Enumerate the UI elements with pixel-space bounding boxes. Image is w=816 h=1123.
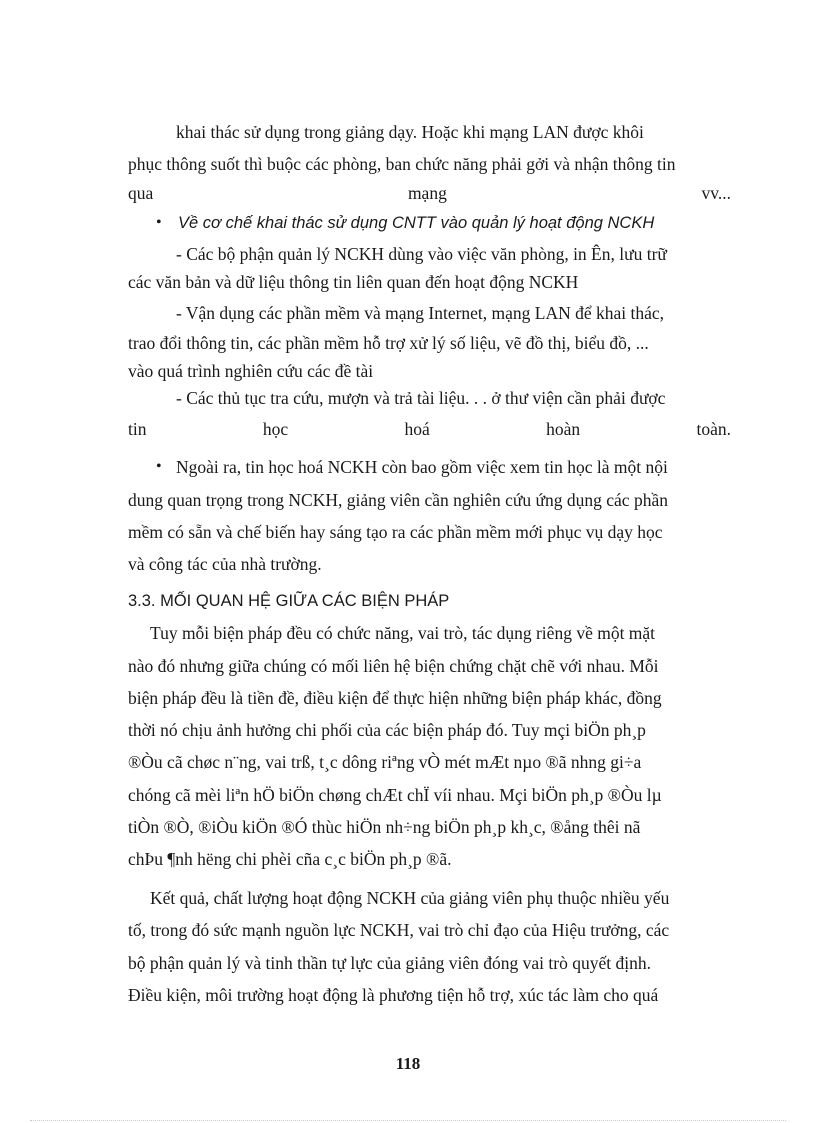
text-line: Điều kiện, môi trường hoạt động là phương tiện hỗ trợ, xúc tác làm cho quá <box>128 985 659 1005</box>
text-line: tiÒn ®Ò, ®iÒu kiÖn ®Ó thùc hiÖn nh÷ng biÖn ph¸p kh¸c, ®ång thêi nã <box>128 817 641 837</box>
text-line: Ngoài ra, tin học hoá NCKH còn bao gồm việc xem tin học là một nội <box>176 457 668 477</box>
text-line <box>128 418 731 440</box>
word: hoàn <box>546 419 581 439</box>
word: hoá <box>404 419 430 439</box>
bullet-icon: • <box>156 214 162 231</box>
word: toàn. <box>696 419 731 439</box>
text-line: trao đổi thông tin, các phần mềm hỗ trợ xử lý số liệu, vẽ đồ thị, biểu đồ, ... <box>128 333 649 353</box>
text-line: bộ phận quản lý và tinh thần tự lực của giảng viên đóng vai trò quyết định. <box>128 953 651 973</box>
bullet-icon: • <box>156 458 162 475</box>
text-line <box>128 182 731 204</box>
text-line: - Các bộ phận quản lý NCKH dùng vào việc văn phòng, in Ên, lưu trữ <box>176 244 667 264</box>
text-line: - Các thủ tục tra cứu, mượn và trả tài liệu. . . ở thư viện cần phải được <box>176 388 666 408</box>
text-line: ®Òu cã chøc n¨ng, vai trß, t¸c dông riªng vÒ mét mÆt nµo ®ã nhng gi÷a <box>128 752 642 772</box>
text-line: phục thông suốt thì buộc các phòng, ban chức năng phải gởi và nhận thông tin <box>128 154 676 174</box>
text-line: biện pháp đều là tiền đề, điều kiện để thực hiện những biện pháp khác, đồng <box>128 688 662 708</box>
text-line: thời nó chịu ảnh hưởng chi phối của các biện pháp đó. Tuy mçi biÖn ph¸p <box>128 720 646 740</box>
text-line: Tuy mỗi biện pháp đều có chức năng, vai trò, tác dụng riêng về một mặt <box>150 623 656 643</box>
text-line: khai thác sử dụng trong giảng dạy. Hoặc khi mạng LAN được khôi <box>176 122 644 142</box>
text-line: các văn bản và dữ liệu thông tin liên quan đến hoạt động NCKH <box>128 272 579 292</box>
word: học <box>262 419 289 439</box>
page-number: 118 <box>395 1054 421 1073</box>
text-line: dung quan trọng trong NCKH, giảng viên cần nghiên cứu ứng dụng các phần <box>128 490 668 510</box>
text-line: và công tác của nhà trường. <box>128 554 322 574</box>
text-line: chÞu ¶nh hëng chi phèi cña c¸c biÖn ph¸p ®ã. <box>128 849 452 869</box>
text-line: tố, trong đó sức mạnh nguồn lực NCKH, vai trò chỉ đạo của Hiệu trưởng, các <box>128 920 670 940</box>
text-line: - Vận dụng các phần mềm và mạng Internet, mạng LAN để khai thác, <box>176 303 665 323</box>
text-line: vào quá trình nghiên cứu các đề tài <box>128 361 374 381</box>
text-line: chóng cã mèi liªn hÖ biÖn chøng chÆt chÏ víi nhau. Mçi biÖn ph¸p ®Òu lµ <box>128 785 662 805</box>
word: qua <box>128 183 154 203</box>
word: mạng <box>407 183 447 203</box>
word: vv... <box>701 183 731 203</box>
bullet-title: Về cơ chế khai thác sử dụng CNTT vào quản lý hoạt động NCKH <box>178 214 655 232</box>
text-line: nào đó nhưng giữa chúng có mối liên hệ biện chứng chặt chẽ với nhau. Mỗi <box>128 656 659 676</box>
word: tin <box>128 419 147 439</box>
page-divider <box>30 1120 786 1121</box>
text-line: mềm có sẵn và chế biến hay sáng tạo ra các phần mềm mới phục vụ dạy học <box>128 522 663 542</box>
section-heading: 3.3. MỐI QUAN HỆ GIỮA CÁC BIỆN PHÁP <box>128 592 450 610</box>
text-line: Kết quả, chất lượng hoạt động NCKH của giảng viên phụ thuộc nhiều yếu <box>150 888 670 908</box>
